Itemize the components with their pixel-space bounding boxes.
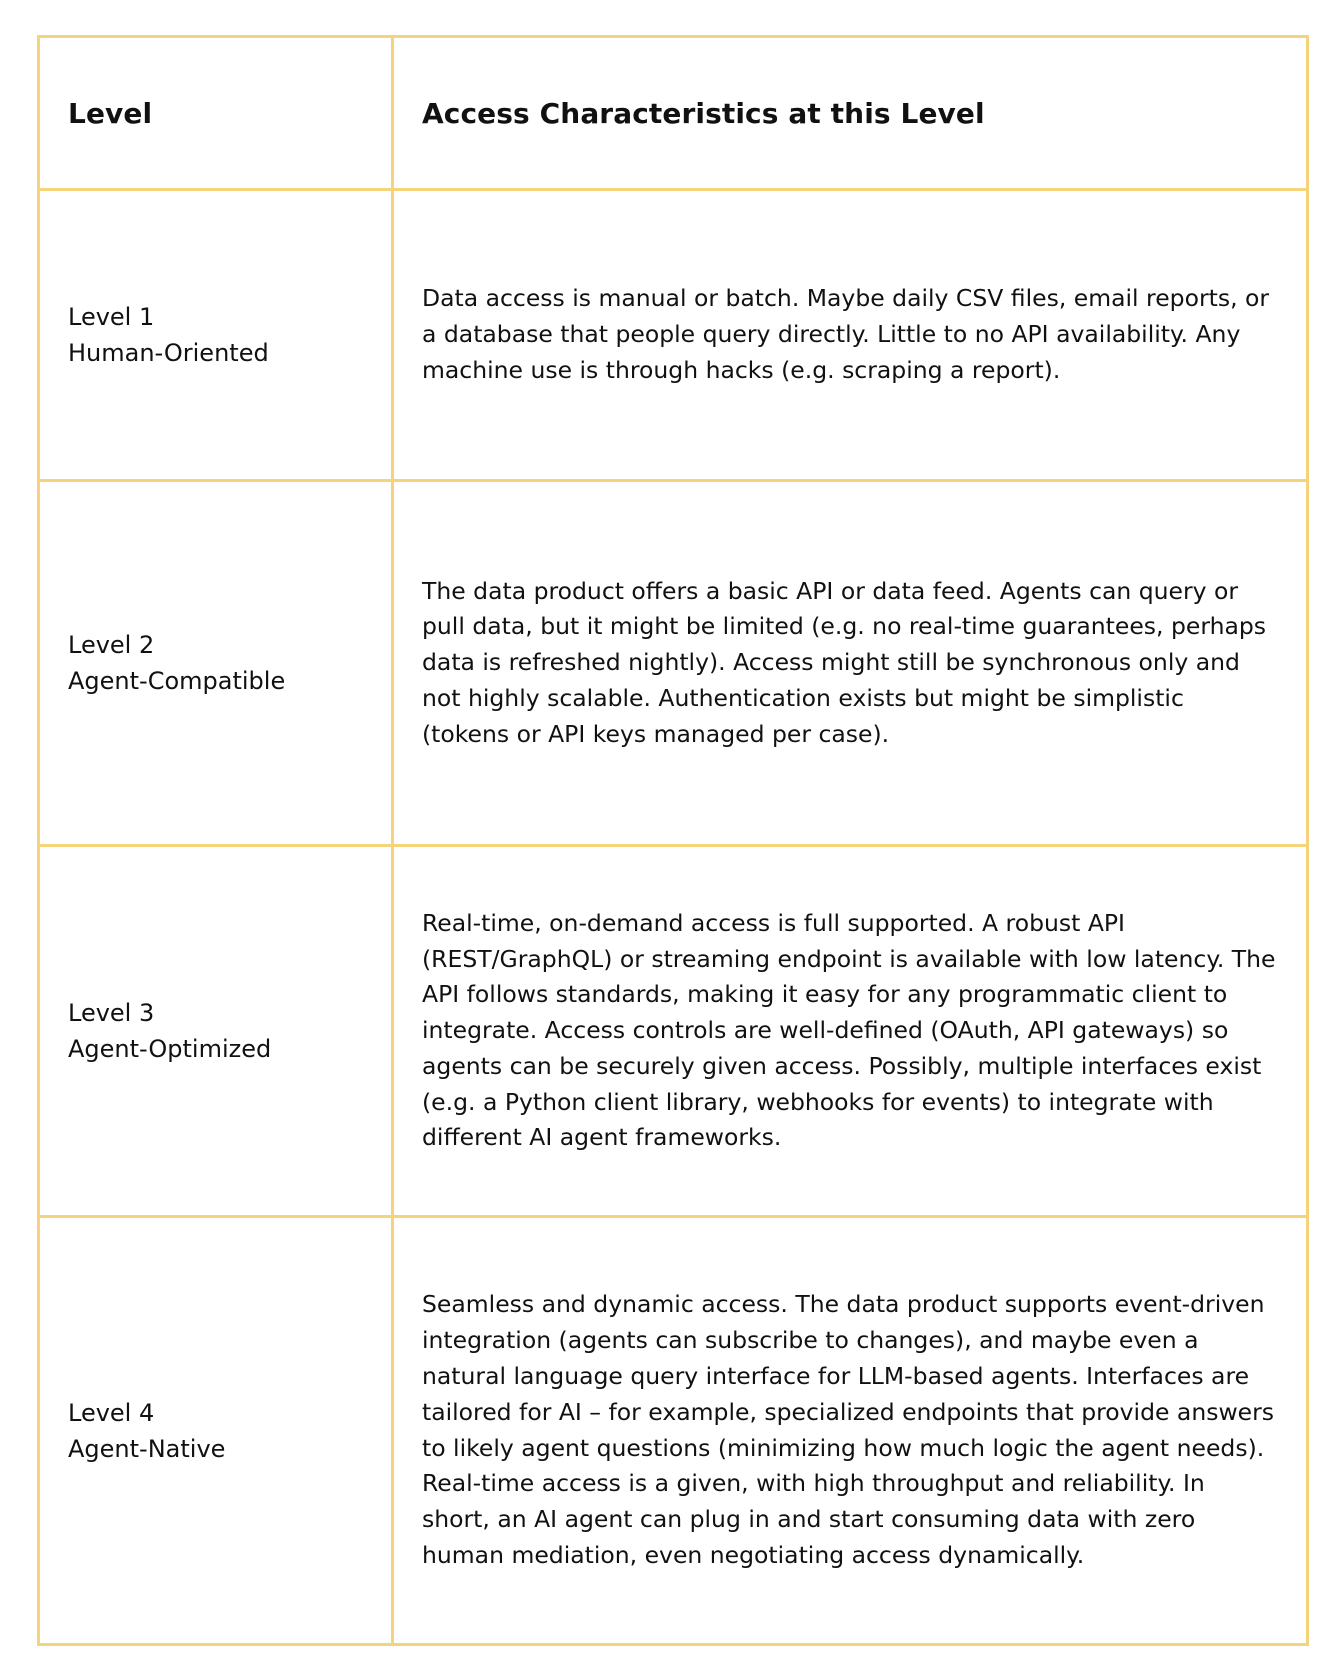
access-levels-table: [37, 35, 1309, 1646]
level-name: Agent-Compatible: [68, 667, 286, 695]
level-number: Level 3: [68, 999, 155, 1027]
level-name: Agent-Optimized: [68, 1035, 272, 1063]
table-row: [39, 846, 1308, 1217]
level-cell: [39, 1217, 393, 1645]
level-name: Human-Oriented: [68, 339, 269, 367]
table-row: [39, 481, 1308, 846]
description-cell: Data access is manual or batch. Maybe daily CSV files, email reports, or a database that people query directly. Little to no API availability. Any machine use is through hacks (e.g. scraping a report).: [393, 190, 1308, 481]
table-row: [39, 1217, 1308, 1645]
level-name: Agent-Native: [68, 1434, 226, 1463]
level-number: Level 1: [68, 303, 155, 331]
level-cell: [39, 846, 393, 1217]
level-number: Level 2: [68, 631, 155, 659]
description-cell: Seamless and dynamic access. The data product supports event-driven integration (agents can subscribe to changes), and maybe even a natural language query interface for LLM-based agents. Interfaces are tailored for AI – for example, specialized endpoints that provide answers to likely agent questions (minimizing how much logic the agent needs). Real-time access is a given, with high throughput and reliability. In short, an AI agent can plug in and start consuming data with zero human mediation, even negotiating access dynamically.: [393, 1217, 1308, 1645]
description-cell: Real-time, on-demand access is full supported. A robust API (REST/GraphQL) or streaming endpoint is available with low latency. The API follows standards, making it easy for any programmatic client to integrate. Access controls are well-defined (OAuth, API gateways) so agents can be securely given access. Possibly, multiple interfaces exist (e.g. a Python client library, webhooks for events) to integrate with different AI agent frameworks.: [393, 846, 1308, 1217]
header-level: Level: [39, 37, 393, 190]
description-cell: The data product offers a basic API or data feed. Agents can query or pull data, but it might be limited (e.g. no real-time guarantees, perhaps data is refreshed nightly). Access might still be synchronous only and not highly scalable. Authentication exists but might be simplistic (tokens or API keys managed per case).: [393, 481, 1308, 846]
table-header-row: [39, 37, 1308, 190]
table-row: [39, 190, 1308, 481]
level-number: Level 4: [68, 1398, 155, 1427]
header-access-characteristics: Access Characteristics at this Level: [393, 37, 1308, 190]
level-cell: [39, 481, 393, 846]
level-cell: [39, 190, 393, 481]
